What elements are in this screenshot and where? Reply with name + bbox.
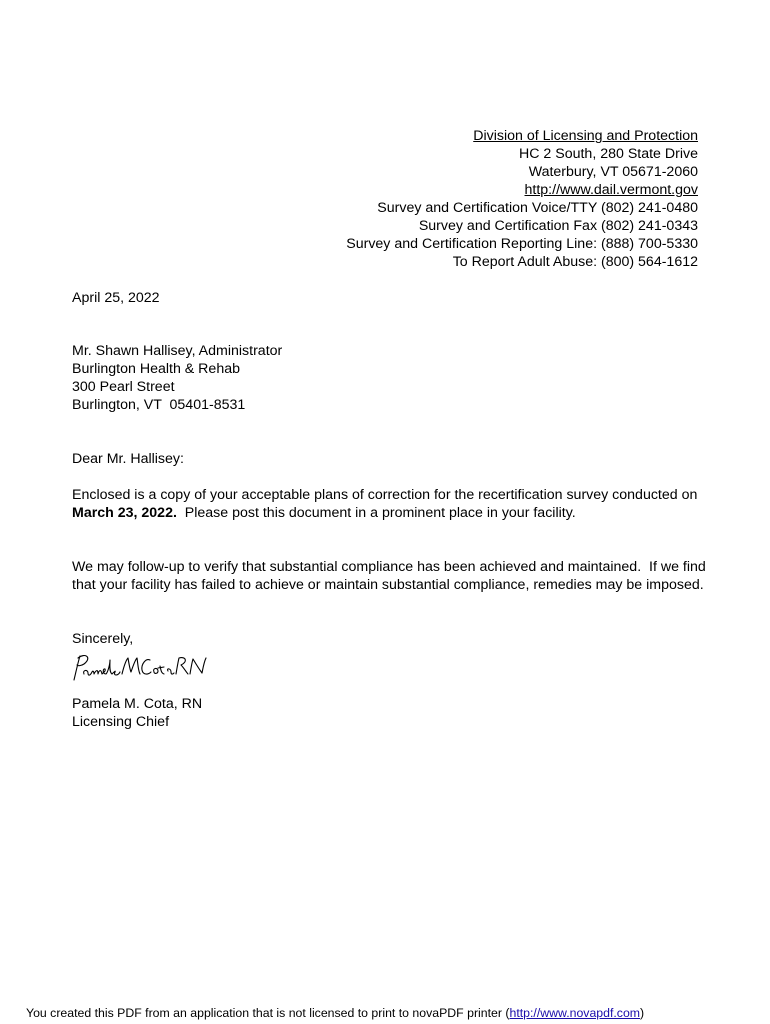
recipient-address bbox=[72, 342, 282, 414]
pdf-license-footer bbox=[26, 1005, 644, 1021]
signer-name: Pamela M. Cota, RN bbox=[72, 696, 203, 712]
address-line-1: HC 2 South, 280 State Drive bbox=[518, 146, 698, 162]
reporting-line: Survey and Certification Reporting Line: (888) 700-5330 bbox=[346, 236, 698, 252]
footer-text: You created this PDF from an application that is not licensed to print to novaPDF printer ( bbox=[26, 1006, 510, 1020]
closing: Sincerely, bbox=[72, 631, 134, 647]
website-link[interactable]: http://www.dail.vermont.gov bbox=[524, 182, 698, 198]
address-line-2: Waterbury, VT 05671-2060 bbox=[528, 164, 698, 180]
survey-date: March 23, 2022. bbox=[72, 505, 177, 521]
letterhead bbox=[346, 127, 698, 271]
handwritten-signature bbox=[68, 650, 228, 686]
para1-text-before: Enclosed is a copy of your acceptable plans of correction for the recertification survey conducted on bbox=[72, 487, 702, 503]
body-paragraph-2: We may follow-up to verify that substantial compliance has been achieved and maintained. If we find that your facility has failed to achieve or maintain substantial compliance, remedies may be imposed. bbox=[72, 559, 710, 593]
salutation: Dear Mr. Hallisey: bbox=[72, 451, 184, 467]
fax-line: Survey and Certification Fax (802) 241-0343 bbox=[418, 218, 698, 234]
signer-title: Licensing Chief bbox=[72, 714, 170, 730]
footer-close: ) bbox=[640, 1006, 645, 1020]
body-paragraph-1 bbox=[72, 486, 712, 522]
abuse-report-line: To Report Adult Abuse: (800) 564-1612 bbox=[452, 254, 698, 270]
para1-text-after: Please post this document in a prominent place in your facility. bbox=[176, 505, 576, 521]
recipient-facility: Burlington Health & Rehab bbox=[72, 361, 240, 377]
recipient-name: Mr. Shawn Hallisey, Administrator bbox=[72, 343, 283, 359]
letter-date: April 25, 2022 bbox=[72, 290, 160, 306]
novapdf-link[interactable]: http://www.novapdf.com bbox=[509, 1006, 641, 1020]
division-name: Division of Licensing and Protection bbox=[473, 128, 698, 144]
recipient-street: 300 Pearl Street bbox=[72, 379, 175, 395]
signer-block bbox=[72, 695, 202, 731]
recipient-city: Burlington, VT 05401-8531 bbox=[72, 397, 246, 413]
voice-tty-line: Survey and Certification Voice/TTY (802) 241-0480 bbox=[377, 200, 698, 216]
